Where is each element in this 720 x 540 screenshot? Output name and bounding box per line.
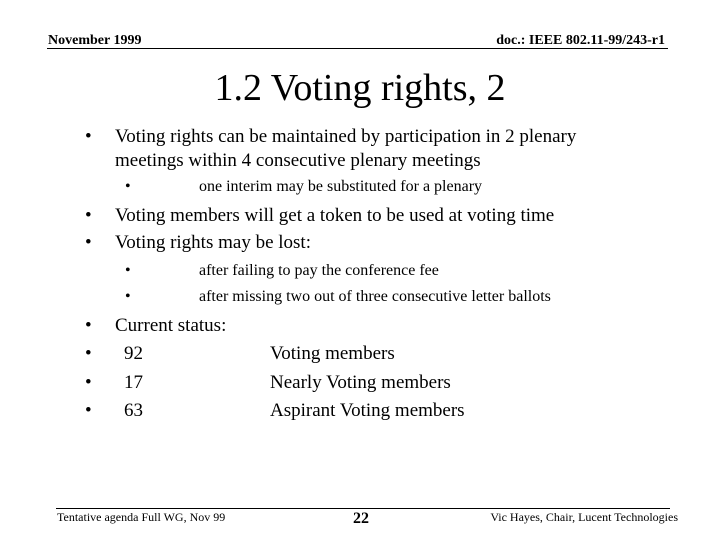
sub-bullet-marker: • (125, 262, 131, 279)
status-row: • (85, 343, 92, 364)
sub-bullet-marker: • (125, 288, 131, 305)
status-row: • (85, 372, 92, 393)
status-count: 92 (124, 343, 143, 364)
sub-bullet-interim: one interim may be substituted for a plenary (199, 178, 483, 195)
slide-title: 1.2 Voting rights, 2 (214, 67, 506, 109)
header-date: November 1999 (48, 33, 142, 48)
status-row: • (85, 400, 92, 421)
status-label: Voting members (270, 343, 395, 364)
bullet-marker: • (85, 315, 92, 336)
bullet-marker: • (85, 126, 92, 147)
bullet-marker: • (85, 205, 92, 226)
status-label: Nearly Voting members (270, 372, 451, 393)
bullet-text: Voting members will get a token to be used at voting time (115, 205, 555, 226)
status-label: Aspirant Voting members (270, 400, 465, 421)
bullet-marker: • (85, 232, 92, 253)
page-number: 22 (353, 510, 369, 527)
sub-bullet-letter-ballots: after missing two out of three consecutive letter ballots (199, 288, 551, 305)
bullet-text: Current status: (115, 315, 227, 336)
status-count: 17 (124, 372, 143, 393)
footer-rule (56, 508, 670, 509)
status-count: 63 (124, 400, 143, 421)
footer-agenda: Tentative agenda Full WG, Nov 99 (57, 510, 226, 524)
sub-bullet-marker: • (125, 178, 131, 195)
bullet-text: Voting rights may be lost: (115, 232, 311, 253)
sub-bullet-conference-fee: after failing to pay the conference fee (199, 262, 439, 279)
bullet-text: meetings within 4 consecutive plenary meetings (115, 150, 481, 171)
footer-author: Vic Hayes, Chair, Lucent Technologies (490, 510, 678, 524)
bullet-text: Voting rights can be maintained by participation in 2 plenary (115, 126, 577, 147)
header-doc-id: doc.: IEEE 802.11-99/243-r1 (496, 33, 665, 48)
header-rule (47, 48, 668, 49)
